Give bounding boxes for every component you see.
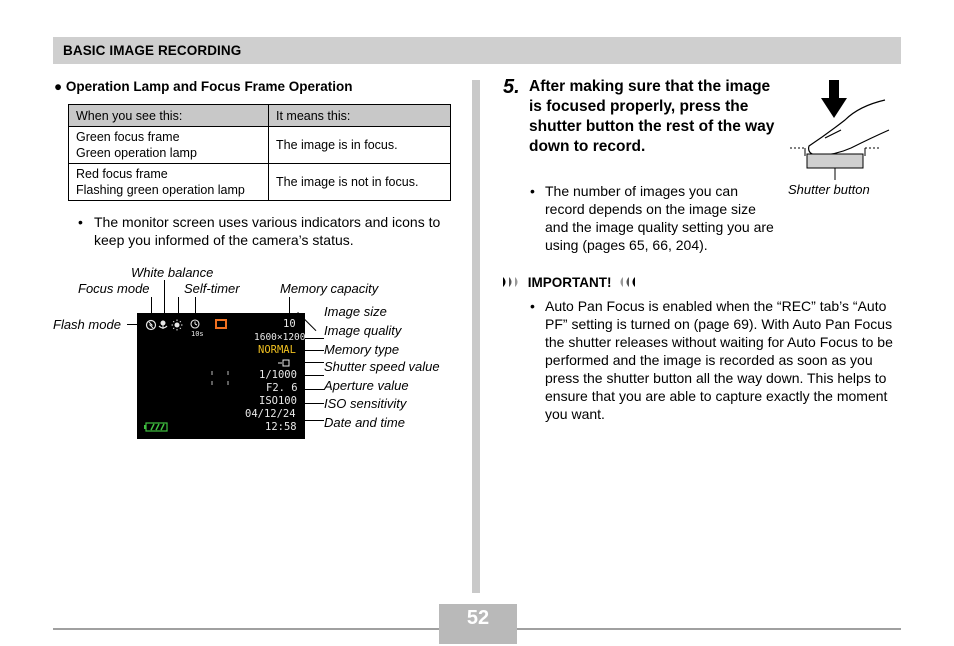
label-shutter-button: Shutter button xyxy=(788,182,870,197)
important-left-marks-icon xyxy=(502,276,524,288)
down-arrow-icon xyxy=(821,80,847,118)
finger-icon xyxy=(809,100,889,155)
important-heading xyxy=(502,275,637,290)
table-cell-line: Flashing green operation lamp xyxy=(76,183,245,197)
table-row xyxy=(69,164,451,201)
label-iso: ISO sensitivity xyxy=(324,396,407,411)
section-title-text: Operation Lamp and Focus Frame Operation xyxy=(65,79,353,94)
macro-flower-icon xyxy=(159,321,167,330)
label-image-size: Image size xyxy=(324,304,387,319)
table-cell-means: The image is not in focus. xyxy=(269,164,451,201)
bullet: • xyxy=(78,214,83,230)
label-focus-mode: Focus mode xyxy=(78,281,150,296)
screen-quality: NORMAL xyxy=(258,344,296,356)
screen-time: 12:58 xyxy=(265,421,297,433)
bullet: • xyxy=(530,183,535,199)
battery-icon xyxy=(144,423,167,431)
important-right-marks-icon xyxy=(615,276,637,288)
table-header-see: When you see this: xyxy=(69,105,269,127)
table-header-row xyxy=(69,105,451,127)
monitor-note-text: The monitor screen uses various indicators and icons to keep you informed of the camera’s status. xyxy=(94,214,441,248)
screen-date: 04/12/24 xyxy=(245,408,296,420)
flash-icon xyxy=(147,321,156,330)
label-self-timer: Self-timer xyxy=(184,281,240,296)
label-flash-mode: Flash mode xyxy=(53,317,121,332)
label-image-quality: Image quality xyxy=(324,323,402,338)
step-number: 5. xyxy=(503,76,520,98)
label-aperture: Aperture value xyxy=(324,378,409,393)
bullet: • xyxy=(530,298,535,314)
table-cell-see xyxy=(69,164,269,201)
monitor-screen xyxy=(137,313,305,439)
shutter-button-icon xyxy=(807,154,863,168)
table-cell-line: Red focus frame xyxy=(76,167,168,181)
label-shutter-speed: Shutter speed value xyxy=(324,359,440,374)
label-memory-capacity: Memory capacity xyxy=(280,281,379,296)
important-title: IMPORTANT! xyxy=(527,275,612,290)
lamp-table xyxy=(68,104,451,201)
sun-icon xyxy=(172,320,183,331)
section-title xyxy=(54,79,352,94)
screen-iso: ISO100 xyxy=(259,395,297,407)
table-cell-see xyxy=(69,127,269,164)
label-date-time: Date and time xyxy=(324,415,405,430)
self-timer-icon xyxy=(191,320,199,328)
focus-frame-icon xyxy=(212,371,228,385)
important-text: Auto Pan Focus is enabled when the “REC” tab’s “Auto PF” setting is turned on (page 69). With Auto Pan Focus the shutter releases without waiting for Auto Focus to be performed and the image is recorded as soon as you press the shutter button all the way down. This helps to ensure that you are able to capture exactly the moment you want. xyxy=(545,298,893,422)
column-divider xyxy=(472,80,480,593)
screen-shutter: 1/1000 xyxy=(259,369,297,381)
screen-aperture: F2. 6 xyxy=(266,382,298,394)
label-memory-type: Memory type xyxy=(324,342,400,357)
table-cell-line: Green focus frame xyxy=(76,130,180,144)
table-cell-line: Green operation lamp xyxy=(76,146,197,160)
table-cell-means: The image is in focus. xyxy=(269,127,451,164)
memory-card-icon xyxy=(216,320,226,328)
label-white-balance: White balance xyxy=(131,265,214,280)
screen-capacity: 10 xyxy=(283,318,296,330)
memory-type-icon xyxy=(278,360,289,366)
header-title: BASIC IMAGE RECORDING xyxy=(63,43,242,58)
screen-timer-value: 10s xyxy=(191,330,204,338)
step-text: After making sure that the image is focused properly, press the shutter button the rest of the way down to record. xyxy=(529,78,775,155)
shutter-press-illustration xyxy=(785,76,895,180)
step-note-text: The number of images you can record depends on the image size and the image quality setting you are using (pages 65, 66, 204). xyxy=(545,183,774,253)
table-header-means: It means this: xyxy=(269,105,451,127)
section-bullet: ● xyxy=(54,79,63,94)
page-number: 52 xyxy=(466,607,490,629)
table-row xyxy=(69,127,451,164)
screen-image-size: 1600×1200 xyxy=(254,332,306,343)
